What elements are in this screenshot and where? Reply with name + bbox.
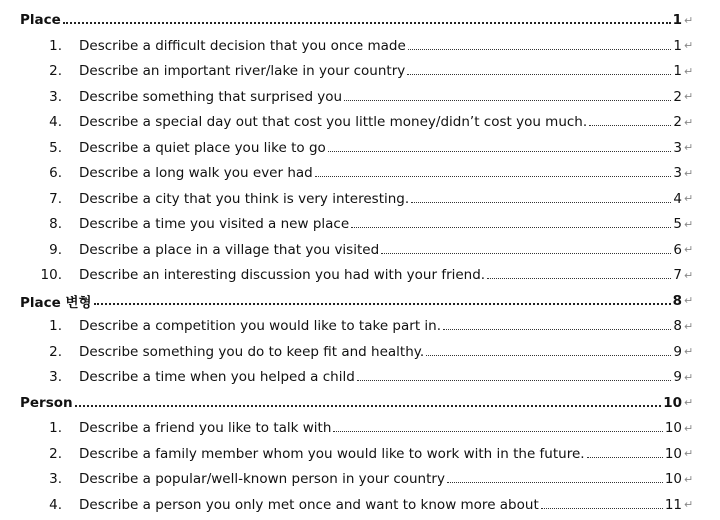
dot-leader — [328, 151, 671, 152]
toc-page-number: 10 — [664, 445, 682, 462]
toc-entry-number: 4. — [49, 114, 62, 130]
toc-entry-title: Describe a special day out that cost you little money/didn’t cost you much. — [79, 114, 588, 130]
dot-leader — [411, 202, 671, 203]
toc-entry[interactable] — [0, 161, 720, 185]
paragraph-return-icon: ↵ — [684, 345, 694, 358]
toc-page-number: 2 — [673, 114, 682, 130]
toc-heading[interactable] — [0, 289, 720, 313]
toc-entry-title: Describe a quiet place you like to go — [79, 139, 326, 156]
toc-page-number: 11 — [664, 496, 682, 513]
paragraph-return-icon: ↵ — [684, 472, 694, 486]
toc-page-number: 2 — [673, 88, 682, 105]
paragraph-return-icon: ↵ — [684, 319, 694, 333]
toc-page-number: 10 — [663, 394, 682, 411]
toc-entry-title: Describe an interesting discussion you had with your friend. — [79, 267, 486, 283]
dot-leader — [381, 253, 671, 254]
toc-page-number: 1 — [673, 37, 682, 54]
toc-entry-number: 6. — [49, 165, 62, 181]
dot-leader — [587, 457, 663, 458]
toc-page-number: 9 — [673, 343, 682, 360]
paragraph-return-icon: ↵ — [684, 13, 694, 27]
dot-leader — [315, 176, 671, 177]
paragraph-return-icon: ↵ — [684, 217, 694, 231]
dot-leader — [426, 355, 671, 356]
toc-entry-number: 8. — [49, 216, 62, 232]
toc-entry[interactable] — [0, 467, 720, 491]
toc-entry-number: 2. — [49, 63, 62, 79]
toc-entry-title: Describe a competition you would like to take part in. — [79, 318, 442, 334]
toc-entry-title: Describe something you do to keep fit and healthy. — [79, 343, 425, 360]
toc-entry[interactable] — [0, 85, 720, 109]
toc-entry-number: 3. — [49, 471, 62, 487]
toc-entry-number: 2. — [49, 343, 62, 360]
toc-page-number: 1 — [673, 63, 682, 79]
toc-entry-title: Describe something that surprised you — [79, 88, 343, 105]
toc-heading-title: Place — [20, 12, 61, 28]
toc-page-number: 3 — [673, 139, 682, 156]
dot-leader — [447, 482, 663, 483]
paragraph-return-icon: ↵ — [684, 115, 694, 129]
toc-entry[interactable] — [0, 238, 720, 262]
paragraph-return-icon: ↵ — [684, 243, 694, 256]
dot-leader — [357, 380, 671, 381]
dot-leader — [333, 431, 663, 432]
dot-leader — [407, 74, 671, 75]
toc-page-number: 6 — [673, 241, 682, 258]
toc-entry-title: Describe a family member whom you would like to work with in the future. — [79, 445, 585, 462]
toc-page-number: 8 — [673, 318, 682, 334]
toc-entry-title: Describe a city that you think is very interesting. — [79, 190, 410, 207]
toc-page-number: 4 — [673, 190, 682, 207]
toc-page-number: 1 — [672, 12, 682, 28]
toc-entry[interactable] — [0, 110, 720, 134]
toc-entry-title: Describe a person you only met once and want to know more about — [79, 496, 539, 513]
toc-entry[interactable] — [0, 442, 720, 466]
paragraph-return-icon: ↵ — [684, 498, 694, 511]
dot-leader — [589, 125, 671, 126]
toc-entry-title: Describe a long walk you ever had — [79, 165, 313, 181]
dot-leader — [344, 100, 671, 101]
toc-entry-title: Describe a popular/well-known person in your country — [79, 471, 445, 487]
paragraph-return-icon: ↵ — [684, 192, 694, 205]
dot-leader — [443, 329, 671, 330]
toc-entry-title: Describe a friend you like to talk with — [79, 420, 332, 436]
toc-page-number: 3 — [673, 165, 682, 181]
toc-page-number: 8 — [672, 292, 682, 309]
paragraph-return-icon: ↵ — [684, 268, 694, 282]
toc-entry-title: Describe an important river/lake in your country — [79, 63, 406, 79]
paragraph-return-icon: ↵ — [684, 294, 694, 307]
toc-entry[interactable] — [0, 493, 720, 517]
toc-entry-number: 1. — [49, 420, 62, 436]
toc-heading[interactable] — [0, 391, 720, 415]
dot-leader — [408, 49, 671, 50]
toc-heading-title: Person — [20, 394, 73, 411]
dot-leader — [63, 22, 671, 24]
toc-heading[interactable] — [0, 8, 720, 32]
toc-entry-title: Describe a place in a village that you visited — [79, 241, 380, 258]
paragraph-return-icon: ↵ — [684, 421, 694, 435]
toc-entry-number: 1. — [49, 318, 62, 334]
toc-page-number: 9 — [673, 369, 682, 385]
dot-leader — [75, 405, 661, 407]
toc-entry-title: Describe a time you visited a new place — [79, 216, 350, 232]
toc-entry-number: 9. — [49, 241, 62, 258]
toc-entry[interactable] — [0, 416, 720, 440]
toc-entry[interactable] — [0, 365, 720, 389]
paragraph-return-icon: ↵ — [684, 447, 694, 460]
paragraph-return-icon: ↵ — [684, 370, 694, 384]
toc-entry[interactable] — [0, 212, 720, 236]
toc-entry[interactable] — [0, 263, 720, 287]
paragraph-return-icon: ↵ — [684, 396, 694, 409]
paragraph-return-icon: ↵ — [684, 141, 694, 154]
toc-heading-title: Place 변형 — [20, 294, 92, 311]
toc-entry-title: Describe a time when you helped a child — [79, 369, 355, 385]
toc-entry[interactable] — [0, 340, 720, 364]
paragraph-return-icon: ↵ — [684, 166, 694, 180]
toc-entry[interactable] — [0, 314, 720, 338]
toc-entry-number: 1. — [49, 37, 62, 54]
toc-entry-number: 7. — [49, 190, 62, 207]
toc-page-number: 10 — [664, 471, 682, 487]
toc-entry[interactable] — [0, 136, 720, 160]
paragraph-return-icon: ↵ — [684, 64, 694, 78]
dot-leader — [541, 508, 663, 509]
toc-entry-number: 2. — [49, 445, 62, 462]
toc-entry-title: Describe a difficult decision that you once made — [79, 37, 406, 54]
toc-page-number: 5 — [673, 216, 682, 232]
toc-entry-number: 3. — [49, 369, 62, 385]
dot-leader — [351, 227, 671, 228]
toc-page-number: 10 — [664, 420, 682, 436]
toc-entry[interactable] — [0, 187, 720, 211]
toc-entry-number: 3. — [49, 88, 62, 105]
paragraph-return-icon: ↵ — [684, 39, 694, 52]
toc-entry[interactable] — [0, 59, 720, 83]
paragraph-return-icon: ↵ — [684, 90, 694, 103]
toc-entry[interactable] — [0, 34, 720, 58]
toc-entry-number: 10. — [40, 267, 62, 283]
toc-entry-number: 4. — [49, 496, 62, 513]
toc-page-number: 7 — [673, 267, 682, 283]
toc-entry-number: 5. — [49, 139, 62, 156]
dot-leader — [94, 303, 671, 305]
dot-leader — [487, 278, 671, 279]
